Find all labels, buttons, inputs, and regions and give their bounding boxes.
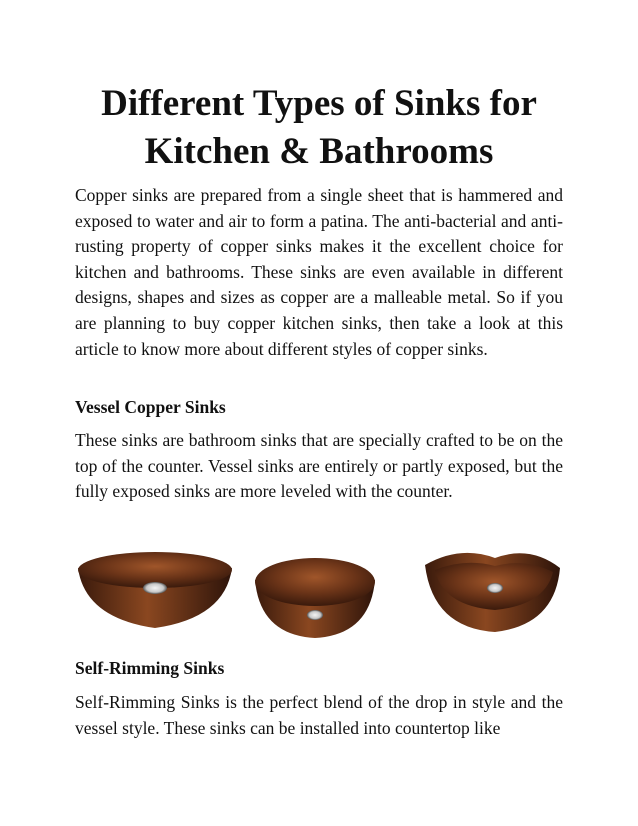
sink-3 (425, 553, 560, 632)
document-title: Different Types of Sinks for Kitchen & Bathrooms (101, 83, 537, 172)
section-body-vessel: These sinks are bathroom sinks that are specially crafted to be on the top of the counter. Vessel sinks are entirely or partly exposed, but the fully exposed sinks are more leveled with the counter. (75, 430, 563, 502)
section-body-self-rimming: Self-Rimming Sinks is the perfect blend of the drop in style and the vessel style. These sinks can be installed into countertop like (75, 692, 563, 738)
section-heading-vessel: Vessel Copper Sinks (75, 397, 226, 417)
copper-sinks-image (75, 540, 565, 640)
copper-sinks-illustration (75, 540, 565, 640)
section-heading-self-rimming: Self-Rimming Sinks (75, 658, 225, 678)
sink-2 (255, 558, 375, 638)
sink-1 (78, 552, 232, 628)
intro-paragraph: Copper sinks are prepared from a single sheet that is hammered and exposed to water and air to form a patina. The anti-bacterial and anti-rusting property of copper sinks makes it the excellent choice for kitchen and bathrooms. These sinks are even available in different designs, shapes and sizes as copper are a malleable metal. So if you are planning to buy copper kitchen sinks, then take a look at this article to know more about different styles of copper sinks. (75, 185, 563, 359)
